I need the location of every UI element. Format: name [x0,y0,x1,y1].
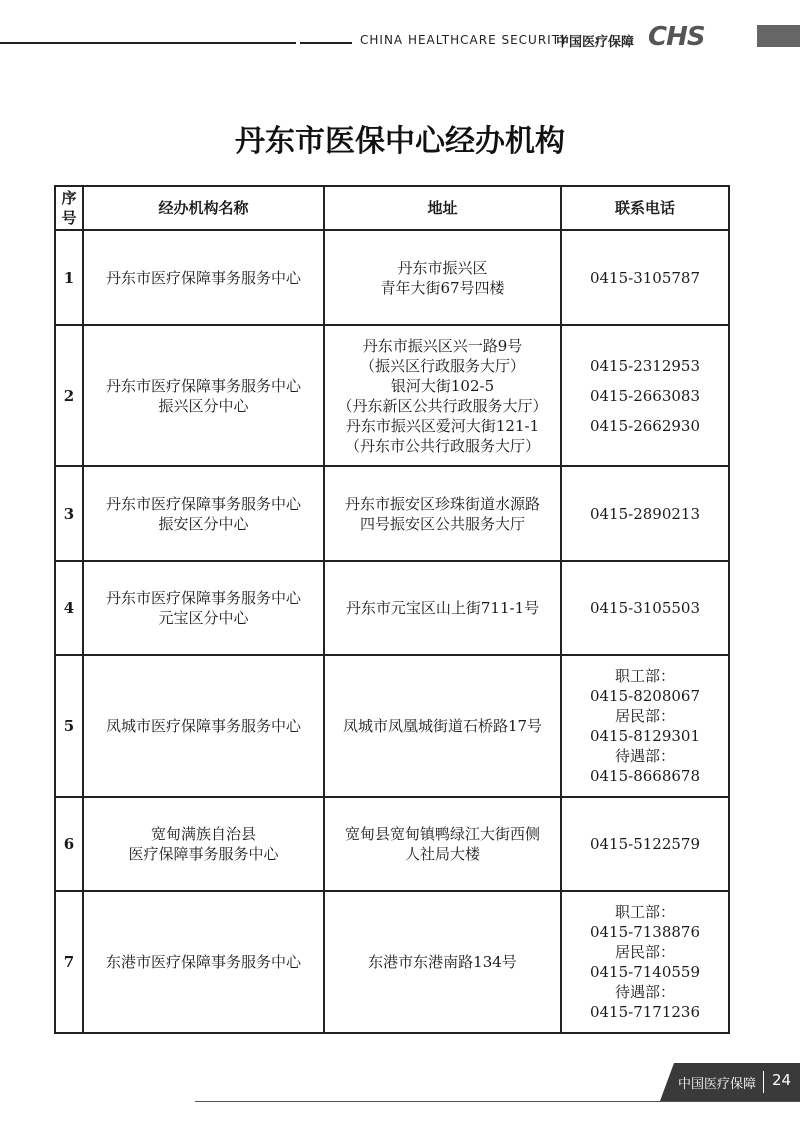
agency-address: 丹东市振兴区兴一路9号 （振兴区行政服务大厅） 银河大街102-5 （丹东新区公共行政服务大厅） 丹东市振兴区爱河大街121-1 （丹东市公共行政服务大厅） [324,325,561,466]
table-row [55,891,729,1033]
footer-journal-name: 中国医疗保障 [678,1077,757,1092]
table-row [55,797,729,891]
table-row [55,466,729,561]
table-row [55,655,729,797]
header-english-title: CHINA HEALTHCARE SECURITY [360,33,569,47]
footer-separator [763,1071,764,1093]
table-row [55,561,729,655]
header-phone: 联系电话 [561,186,729,230]
row-number: 1 [55,230,83,325]
row-number: 6 [55,797,83,891]
agency-address: 凤城市凤凰城街道石桥路17号 [324,655,561,797]
chs-logo: CHS [648,22,705,52]
row-number: 3 [55,466,83,561]
header-corner-block [757,25,800,47]
header-rule-left [0,42,296,44]
agency-address: 宽甸县宽甸镇鸭绿江大街西侧 人社局大楼 [324,797,561,891]
row-number: 2 [55,325,83,466]
agency-address: 丹东市振兴区 青年大街67号四楼 [324,230,561,325]
table-header-row [55,186,729,230]
agency-name: 宽甸满族自治县 医疗保障事务服务中心 [83,797,324,891]
agency-name: 丹东市医疗保障事务服务中心 振安区分中心 [83,466,324,561]
agency-name: 丹东市医疗保障事务服务中心 [83,230,324,325]
agency-name: 东港市医疗保障事务服务中心 [83,891,324,1033]
agency-phone: 0415-2312953 0415-2663083 0415-2662930 [561,325,729,466]
table-row [55,325,729,466]
row-number: 5 [55,655,83,797]
agency-phone: 0415-3105787 [561,230,729,325]
header-rule-short [300,42,352,44]
agency-address: 丹东市振安区珍珠街道水源路 四号振安区公共服务大厅 [324,466,561,561]
agency-table [54,185,730,1034]
agency-address: 东港市东港南路134号 [324,891,561,1033]
agency-phone: 职工部： 0415-7138876 居民部： 0415-7140559 待遇部： 0415-7171236 [561,891,729,1033]
agency-phone: 0415-3105503 [561,561,729,655]
page-title: 丹东市医保中心经办机构 [235,124,565,159]
row-number: 4 [55,561,83,655]
agency-name: 丹东市医疗保障事务服务中心 振兴区分中心 [83,325,324,466]
agency-address: 丹东市元宝区山上街711-1号 [324,561,561,655]
agency-phone: 0415-2890213 [561,466,729,561]
header-chinese-title: 中国医疗保障 [556,35,635,50]
header-no: 序 号 [55,186,83,230]
agency-phone: 0415-5122579 [561,797,729,891]
table-row [55,230,729,325]
agency-name: 丹东市医疗保障事务服务中心 元宝区分中心 [83,561,324,655]
header-address: 地址 [324,186,561,230]
footer-rule [195,1101,800,1102]
header-name: 经办机构名称 [83,186,324,230]
agency-phone: 职工部： 0415-8208067 居民部： 0415-8129301 待遇部： 0415-8668678 [561,655,729,797]
row-number: 7 [55,891,83,1033]
agency-name: 凤城市医疗保障事务服务中心 [83,655,324,797]
page-number: 24 [772,1071,792,1089]
